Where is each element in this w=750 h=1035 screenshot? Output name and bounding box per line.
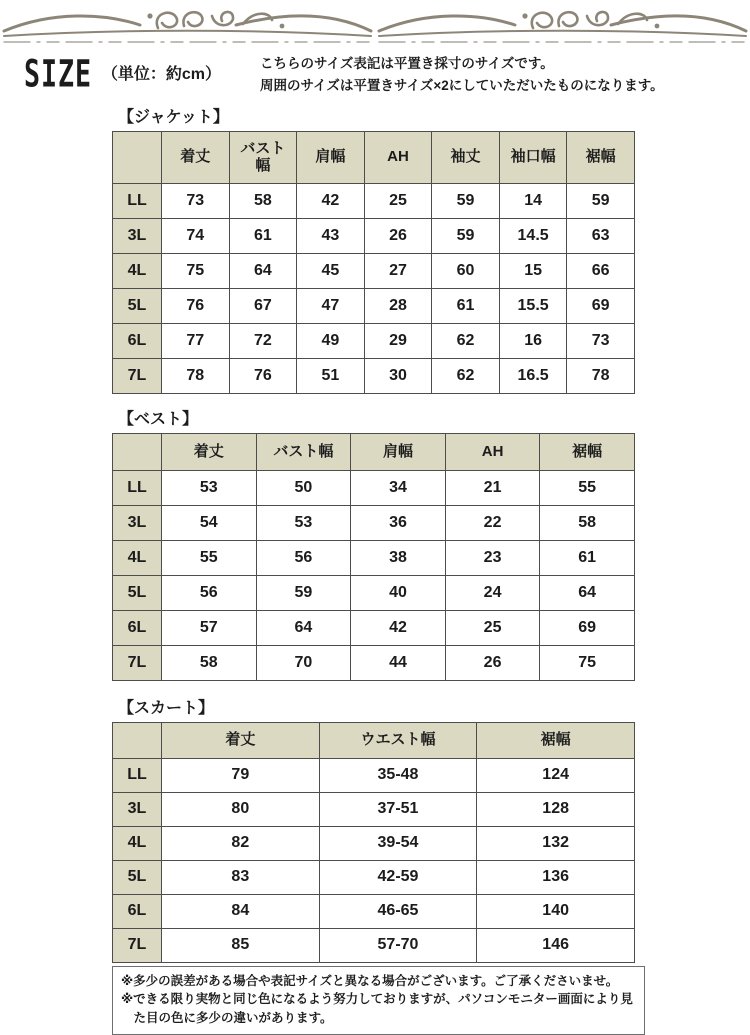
value-cell: 29 [364,323,432,358]
value-cell: 30 [364,358,432,393]
value-cell: 16.5 [499,358,567,393]
value-cell: 84 [162,894,320,928]
size-label-cell: 7L [113,928,162,962]
skirt-section [112,695,750,963]
value-cell: 57-70 [319,928,477,962]
table-row [113,288,635,323]
value-cell: 39-54 [319,826,477,860]
table-row [113,575,635,610]
value-cell: 55 [540,470,635,505]
size-label-cell: 3L [113,792,162,826]
corner-cell [113,722,162,758]
value-cell: 83 [162,860,320,894]
size-label-cell: 6L [113,894,162,928]
table-row [113,645,635,680]
value-cell: 75 [540,645,635,680]
table-row [113,826,635,860]
value-cell: 61 [229,218,297,253]
value-cell: 43 [297,218,365,253]
header-row [113,433,635,470]
value-cell: 69 [567,288,635,323]
value-cell: 25 [445,610,540,645]
jacket-size-table [112,131,635,394]
value-cell: 73 [567,323,635,358]
table-row [113,470,635,505]
value-cell: 59 [432,183,500,218]
value-cell: 47 [297,288,365,323]
value-cell: 63 [567,218,635,253]
value-cell: 74 [162,218,230,253]
page-title: SIZE [24,52,92,96]
corner-cell [113,131,162,183]
value-cell: 73 [162,183,230,218]
value-cell: 26 [364,218,432,253]
vest-section [112,406,750,681]
value-cell: 60 [432,253,500,288]
value-cell: 75 [162,253,230,288]
value-cell: 35-48 [319,758,477,792]
value-cell: 146 [477,928,635,962]
page-header [0,48,750,98]
table-row [113,505,635,540]
value-cell: 50 [256,470,351,505]
value-cell: 45 [297,253,365,288]
size-label-cell: 6L [113,323,162,358]
value-cell: 27 [364,253,432,288]
value-cell: 24 [445,575,540,610]
value-cell: 55 [162,540,257,575]
value-cell: 54 [162,505,257,540]
column-header: AH [445,433,540,470]
table-row [113,358,635,393]
skirt-size-table [112,722,635,963]
value-cell: 67 [229,288,297,323]
value-cell: 58 [540,505,635,540]
value-cell: 57 [162,610,257,645]
value-cell: 16 [499,323,567,358]
table-row [113,183,635,218]
value-cell: 42-59 [319,860,477,894]
value-cell: 14.5 [499,218,567,253]
table-row [113,928,635,962]
value-cell: 82 [162,826,320,860]
value-cell: 59 [256,575,351,610]
section-heading-skirt: 【スカート】 [118,699,215,717]
value-cell: 28 [364,288,432,323]
table-row [113,218,635,253]
size-label-cell: LL [113,183,162,218]
value-cell: 80 [162,792,320,826]
size-description [260,52,664,98]
table-row [113,894,635,928]
column-header: 袖口幅 [499,131,567,183]
note-line-2: ※できる限り実物と同じ色になるよう努力しておりますが、パソコンモニター画面により見た目の色に多少の違いがあります。 [121,992,633,1026]
column-header: バスト幅 [256,433,351,470]
column-header: 裾幅 [540,433,635,470]
value-cell: 56 [162,575,257,610]
value-cell: 78 [162,358,230,393]
column-header: 裾幅 [567,131,635,183]
section-heading-jacket: 【ジャケット】 [118,108,229,126]
size-label-cell: 7L [113,645,162,680]
size-label-cell: 5L [113,288,162,323]
size-label-cell: 4L [113,253,162,288]
table-row [113,792,635,826]
table-row [113,860,635,894]
column-header: 袖丈 [432,131,500,183]
value-cell: 23 [445,540,540,575]
size-label-cell: 4L [113,826,162,860]
table-row [113,610,635,645]
size-label-cell: 5L [113,860,162,894]
section-heading-vest: 【ベスト】 [118,410,199,428]
column-header: AH [364,131,432,183]
column-header: ウエスト幅 [319,722,477,758]
size-label-cell: 5L [113,575,162,610]
value-cell: 136 [477,860,635,894]
value-cell: 72 [229,323,297,358]
value-cell: 15.5 [499,288,567,323]
value-cell: 76 [229,358,297,393]
decorative-flourish-border [0,4,750,48]
size-label-cell: LL [113,470,162,505]
value-cell: 22 [445,505,540,540]
description-line-1: こちらのサイズ表記は平置き採寸のサイズです。 [260,56,554,71]
table-row [113,758,635,792]
column-header: 着丈 [162,722,320,758]
header-row [113,722,635,758]
size-title-block [24,52,260,96]
value-cell: 44 [351,645,446,680]
value-cell: 38 [351,540,446,575]
value-cell: 61 [432,288,500,323]
value-cell: 140 [477,894,635,928]
value-cell: 34 [351,470,446,505]
column-header: 肩幅 [297,131,365,183]
value-cell: 62 [432,323,500,358]
value-cell: 21 [445,470,540,505]
value-cell: 64 [540,575,635,610]
value-cell: 70 [256,645,351,680]
corner-cell [113,433,162,470]
value-cell: 64 [229,253,297,288]
column-header: 裾幅 [477,722,635,758]
value-cell: 62 [432,358,500,393]
value-cell: 14 [499,183,567,218]
value-cell: 59 [567,183,635,218]
table-row [113,323,635,358]
value-cell: 42 [297,183,365,218]
unit-label: （単位：約cm） [101,66,221,83]
description-line-2: 周囲のサイズは平置きサイズ×2にしていただいたものになります。 [260,78,664,94]
value-cell: 49 [297,323,365,358]
value-cell: 64 [256,610,351,645]
value-cell: 15 [499,253,567,288]
value-cell: 128 [477,792,635,826]
value-cell: 26 [445,645,540,680]
header-row [113,131,635,183]
value-cell: 69 [540,610,635,645]
value-cell: 58 [229,183,297,218]
value-cell: 53 [256,505,351,540]
value-cell: 58 [162,645,257,680]
vest-size-table [112,433,635,681]
size-label-cell: 6L [113,610,162,645]
column-header: 肩幅 [351,433,446,470]
column-header: 着丈 [162,131,230,183]
value-cell: 61 [540,540,635,575]
value-cell: 37-51 [319,792,477,826]
value-cell: 53 [162,470,257,505]
value-cell: 76 [162,288,230,323]
column-header: 着丈 [162,433,257,470]
value-cell: 78 [567,358,635,393]
value-cell: 79 [162,758,320,792]
value-cell: 85 [162,928,320,962]
value-cell: 36 [351,505,446,540]
table-row [113,540,635,575]
size-label-cell: 3L [113,505,162,540]
value-cell: 132 [477,826,635,860]
value-cell: 51 [297,358,365,393]
value-cell: 46-65 [319,894,477,928]
value-cell: 124 [477,758,635,792]
value-cell: 25 [364,183,432,218]
size-label-cell: 7L [113,358,162,393]
size-label-cell: 3L [113,218,162,253]
value-cell: 59 [432,218,500,253]
table-row [113,253,635,288]
column-header: バスト幅 [229,131,297,183]
notes-box [112,966,645,1035]
jacket-section [112,104,750,394]
value-cell: 42 [351,610,446,645]
value-cell: 77 [162,323,230,358]
size-label-cell: 4L [113,540,162,575]
size-label-cell: LL [113,758,162,792]
note-line-1: ※多少の誤差がある場合や表記サイズと異なる場合がございます。ご了承くださいませ。 [121,973,619,988]
value-cell: 56 [256,540,351,575]
value-cell: 66 [567,253,635,288]
value-cell: 40 [351,575,446,610]
